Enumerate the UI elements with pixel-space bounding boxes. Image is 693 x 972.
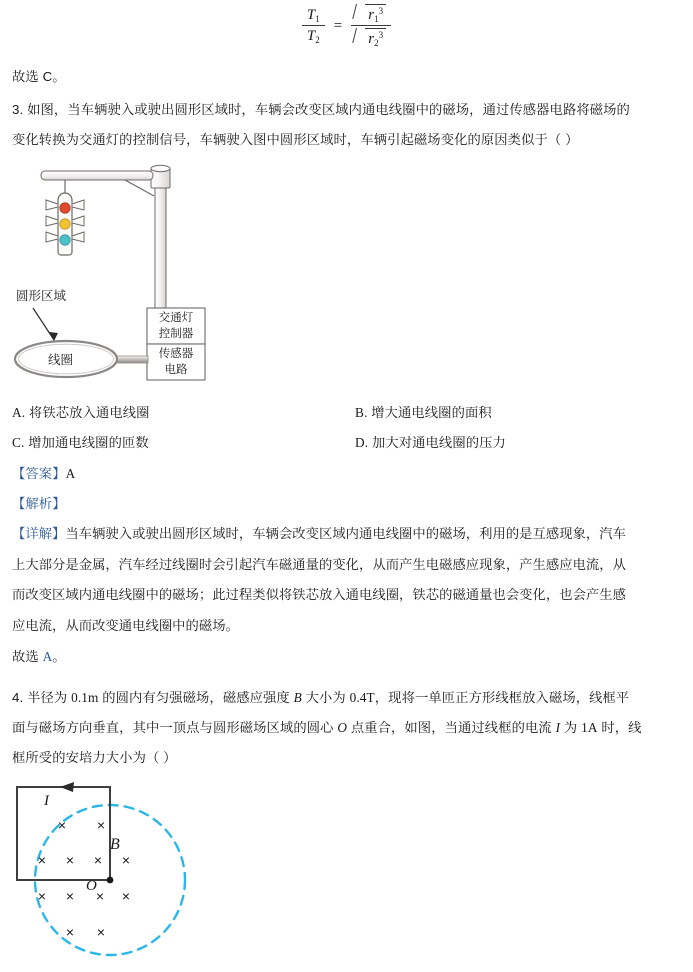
detail-line-3: 而改变区域内通电线圈中的磁场；此过程类似将铁芯放入通电线圈，铁芯的磁通量也会变化，也会产生感 bbox=[12, 587, 626, 602]
formula-lhs-denominator: $T_2$ bbox=[306, 28, 320, 46]
field-cross: × bbox=[57, 817, 67, 833]
q4-current-value: 1A bbox=[581, 720, 598, 735]
formula-rhs-numerator: $r_1^3$ bbox=[351, 4, 391, 26]
option-c-key: C. bbox=[12, 435, 25, 450]
answer-label: 【答案】 bbox=[12, 466, 66, 481]
detail-line-4: 应电流，从而改变通电线圈中的磁场。 bbox=[12, 617, 239, 633]
field-cross: × bbox=[121, 888, 131, 904]
field-cross: × bbox=[65, 888, 75, 904]
option-a-key: A. bbox=[12, 405, 26, 420]
field-cross: × bbox=[93, 852, 103, 868]
detail-explanation bbox=[12, 519, 684, 641]
green-lamp bbox=[60, 235, 70, 245]
current-direction-arrowhead bbox=[60, 782, 74, 792]
controller-label-line-2: 控制器 bbox=[158, 328, 194, 340]
question-3-conclusion bbox=[12, 642, 66, 672]
origin-label-O: O bbox=[86, 878, 97, 894]
controller-label-line-1: 交通灯 bbox=[158, 312, 194, 324]
formula-left-fraction bbox=[302, 7, 325, 45]
question-4-stem-line-3: 框所受的安培力大小为（ ） bbox=[12, 750, 177, 765]
red-lamp bbox=[60, 203, 70, 213]
question-4-stem-line-2: 面与磁场方向垂直，其中一顶点与圆形磁场区域的圆心 O 点重合，如图，当通过线框的电流 I 为 1A 时，线 bbox=[12, 720, 642, 735]
sensor-label-line-2: 电路 bbox=[164, 364, 188, 376]
detail-label: 【详解】 bbox=[12, 526, 66, 541]
option-d-key: D. bbox=[355, 435, 369, 450]
field-cross: × bbox=[37, 852, 47, 868]
region-pointer-arrowhead bbox=[49, 332, 58, 341]
signal-arm bbox=[41, 171, 153, 180]
field-label-B: B bbox=[110, 836, 120, 853]
field-cross: × bbox=[37, 888, 47, 904]
conclusion-suffix: 。 bbox=[52, 649, 66, 664]
q4-field-value: 0.4T bbox=[349, 690, 375, 705]
formula-period-ratio bbox=[0, 4, 693, 48]
detail-line-2: 上大部分是金属，汽车经过线圈时会引起汽车磁通量的变化，从而产生电磁感应现象，产生感应电流，从 bbox=[12, 556, 626, 572]
square-loop-diagram-svg bbox=[0, 775, 250, 967]
field-cross: × bbox=[95, 888, 105, 904]
option-d-text: 加大对通电线圈的压力 bbox=[371, 435, 506, 450]
circular-region-label: 圆形区域 bbox=[16, 289, 67, 303]
analysis-label: 【解析】 bbox=[12, 496, 66, 511]
traffic-light-diagram-svg bbox=[8, 160, 238, 390]
q4-B-symbol: B bbox=[293, 690, 302, 705]
yellow-lamp bbox=[60, 219, 70, 229]
pole-cap-top bbox=[151, 165, 170, 171]
option-c[interactable] bbox=[12, 428, 149, 458]
option-a-text: 将铁芯放入通电线圈 bbox=[28, 405, 150, 420]
answer-row bbox=[12, 459, 75, 489]
formula-lhs-numerator: $T_1$ bbox=[302, 7, 325, 26]
field-cross: × bbox=[121, 852, 131, 868]
coil-label: 线圈 bbox=[48, 353, 74, 367]
conclusion-answer: A bbox=[42, 649, 53, 664]
field-cross: × bbox=[96, 924, 106, 940]
square-loop-field-figure bbox=[0, 775, 250, 967]
question-3-stem-line-1: 3. 如图，当车辆驶入或驶出圆形区域时，车辆会改变区域内通电线圈中的磁场，通过传感器电路将磁场的 bbox=[12, 102, 630, 117]
option-b[interactable] bbox=[355, 398, 492, 428]
arm-brace bbox=[125, 180, 154, 196]
detail-line-1: 【详解】当车辆驶入或驶出圆形区域时，车辆会改变区域内通电线圈中的磁场，利用的是互感现象，汽车 bbox=[12, 526, 626, 541]
q4-O-symbol: O bbox=[337, 720, 348, 735]
q4-radius-value: 0.1m bbox=[71, 690, 99, 705]
previous-question-conclusion: 故选 C。 bbox=[12, 69, 66, 84]
conclusion-prefix: 故选 bbox=[12, 649, 43, 664]
option-d[interactable] bbox=[355, 428, 506, 458]
question-3-stem-line-2: 变化转换为交通灯的控制信号，车辆驶入图中圆形区域时，车辆引起磁场变化的原因类似于（ ） bbox=[12, 132, 579, 147]
traffic-light-sensor-figure bbox=[8, 160, 238, 390]
sensor-label-line-1: 传感器 bbox=[158, 348, 194, 360]
q4-I-symbol: I bbox=[555, 720, 561, 735]
formula-equals-sign: = bbox=[333, 17, 343, 34]
question-4-stem-line-1: 4. 半径为 0.1m 的圆内有匀强磁场，磁感应强度 B 大小为 0.4T，现将一单匝正方形线框放入磁场，线框平 bbox=[12, 690, 630, 705]
field-cross: × bbox=[96, 817, 106, 833]
current-label-I: I bbox=[44, 793, 49, 809]
option-c-text: 增加通电线圈的匝数 bbox=[28, 435, 149, 450]
field-cross: × bbox=[65, 852, 75, 868]
field-cross: × bbox=[65, 924, 75, 940]
traffic-light-head bbox=[46, 193, 84, 255]
formula-rhs-denominator: $r_2^3$ bbox=[351, 26, 391, 48]
origin-point-marker bbox=[107, 877, 114, 884]
formula-right-fraction bbox=[351, 4, 391, 48]
answer-value: A bbox=[65, 466, 76, 481]
option-a[interactable] bbox=[12, 398, 150, 428]
option-b-text: 增大通电线圈的面积 bbox=[371, 405, 492, 420]
option-b-key: B. bbox=[355, 405, 368, 420]
